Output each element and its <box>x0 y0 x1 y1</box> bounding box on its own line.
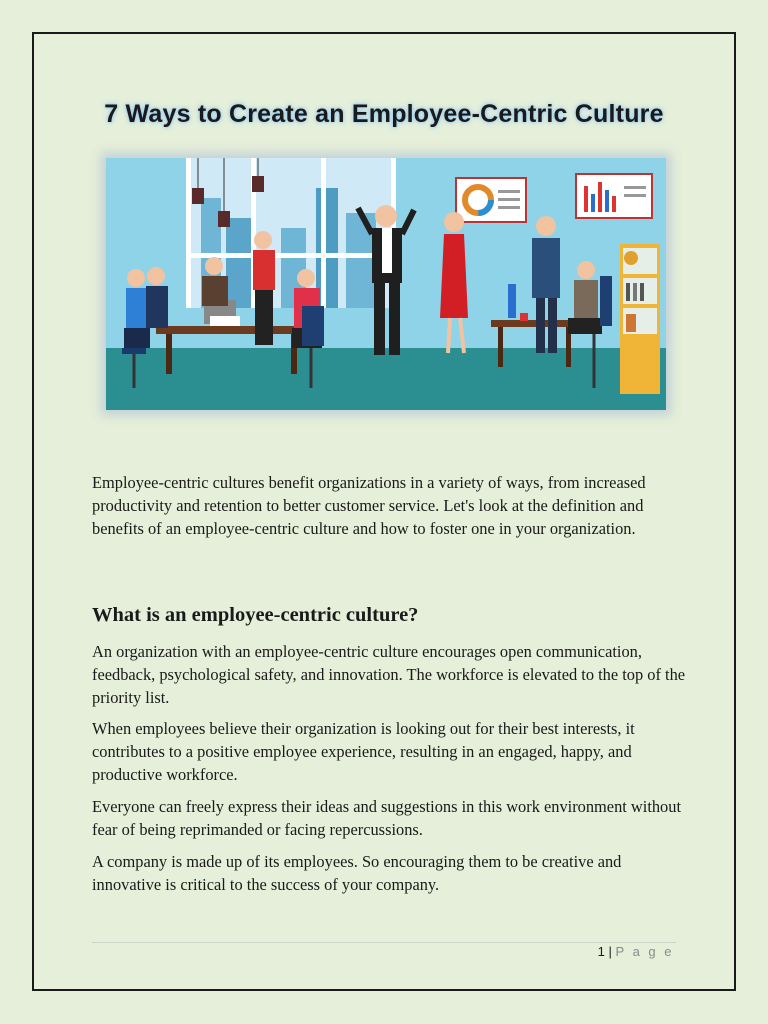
page-label: P a g e <box>615 944 674 959</box>
document-title: 7 Ways to Create an Employee-Centric Culture <box>104 100 664 128</box>
section-heading: What is an employee-centric culture? <box>92 604 419 626</box>
section-paragraph: A company is made up of its employees. So encouraging them to be creative and innovative is critical to the success of your company. <box>92 852 622 894</box>
section-paragraph: An organization with an employee-centric culture encourages open communication, feedback, psychological safety, and innovation. The workforce is elevated to the top of the priority list. <box>92 642 686 707</box>
office-scene-image <box>106 158 666 410</box>
footer-separator: | <box>608 944 612 959</box>
page-footer <box>598 944 674 959</box>
footer-divider <box>92 942 676 943</box>
document-page <box>32 32 736 991</box>
section-paragraph: Everyone can freely express their ideas and suggestions in this work environment without fear of being reprimanded or facing repercussions. <box>92 797 682 839</box>
section-paragraph: When employees believe their organization is looking out for their best interests, it contributes to a positive employee experience, resulting in an engaged, happy, and productive workforce. <box>92 719 635 784</box>
intro-paragraph: Employee-centric cultures benefit organizations in a variety of ways, from increased productivity and retention to better customer service. Let's look at the definition and benefits of an employee-centric culture and how to foster one in your organization. <box>92 473 646 538</box>
page-number: 1 <box>597 944 605 959</box>
office-illustration <box>106 158 666 410</box>
